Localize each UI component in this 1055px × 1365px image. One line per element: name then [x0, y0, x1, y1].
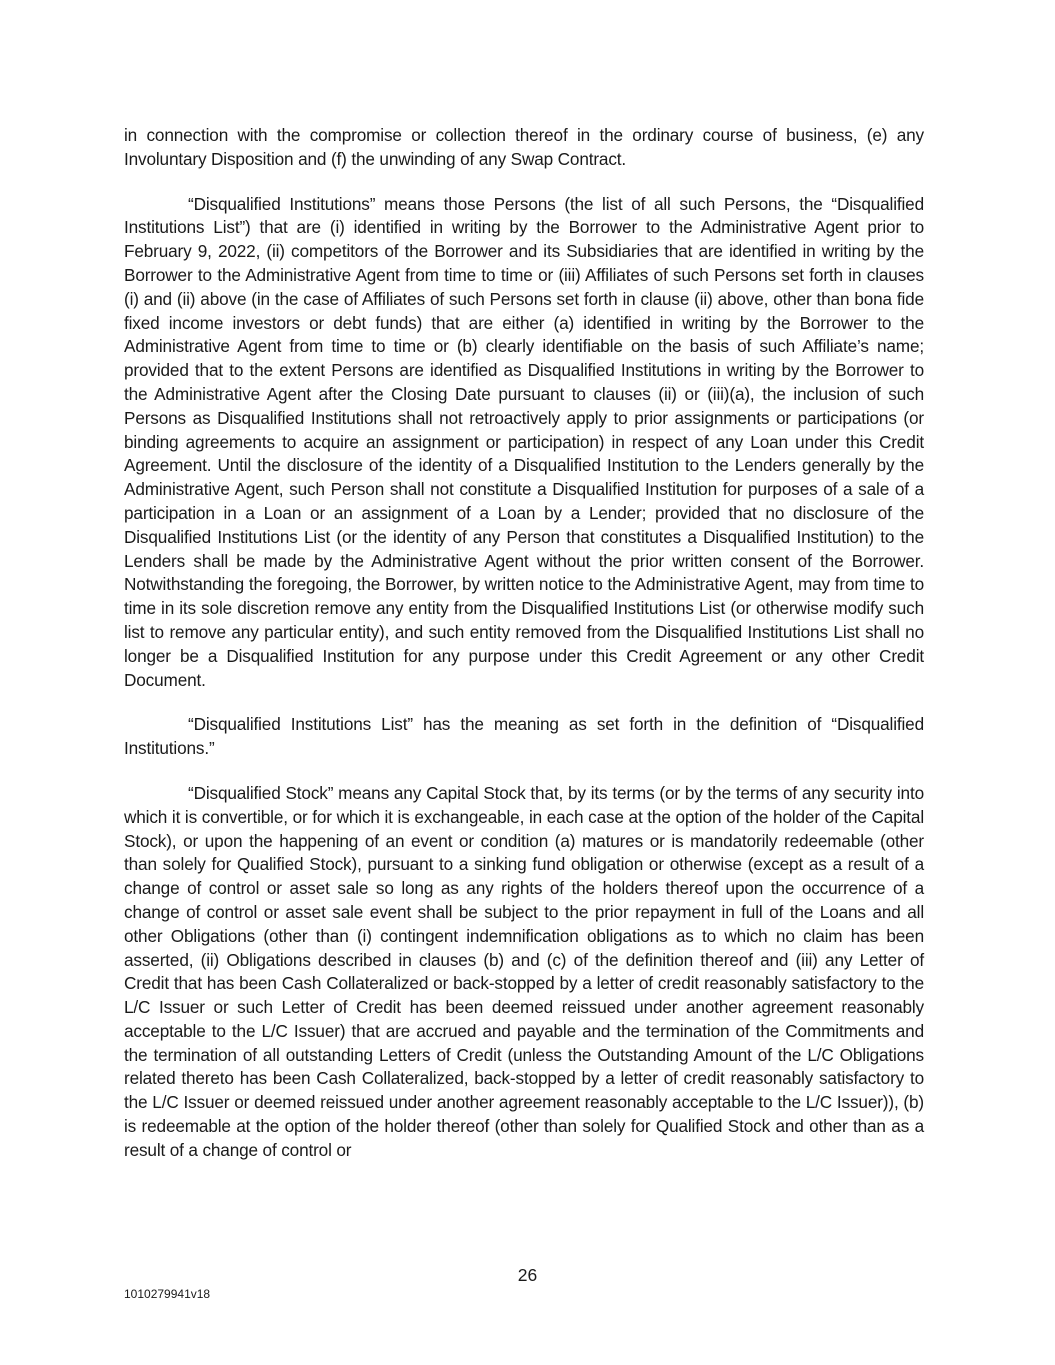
page-number: 26	[517, 1265, 538, 1285]
document-body	[124, 124, 924, 1184]
document-id: 1010279941v18	[124, 1287, 211, 1301]
paragraph-disqualified-institutions: “Disqualified Institutions” means those Persons (the list of all such Persons, the “Disqualified Institutions List”) that are (i) identified in writing by the Borrower to the Administrative Agent prior to February 9, 2022, (ii) competitors of the Borrower and its Subsidiaries that are identified in writing by the Borrower to the Administrative Agent from time to time or (iii) Affiliates of such Persons set forth in clauses (i) and (ii) above (in the case of Affiliates of such Persons set forth in clause (ii) above, other than bona fide fixed income investors or debt funds) that are either (a) identified in writing by the Borrower to the Administrative Agent from time to time or (b) clearly identifiable on the basis of such Affiliate’s name; provided that to the extent Persons are identified as Disqualified Institutions in writing by the Borrower to the Administrative Agent after the Closing Date pursuant to clauses (ii) or (iii)(a), the inclusion of such Persons as Disqualified Institutions shall not retroactively apply to prior assignments or participations (or binding agreements to acquire an assignment or participation) in respect of any Loan under this Credit Agreement. Until the disclosure of the identity of a Disqualified Institution to the Lenders generally by the Administrative Agent, such Person shall not constitute a Disqualified Institution for purposes of a sale of a participation in a Loan or an assignment of a Loan by a Lender; provided that no disclosure of the Disqualified Institutions List (or the identity of any Person that constitutes a Disqualified Institution) to the Lenders shall be made by the Administrative Agent without the prior written consent of the Borrower. Notwithstanding the foregoing, the Borrower, by written notice to the Administrative Agent, may from time to time in its sole discretion remove any entity from the Disqualified Institutions List (or otherwise modify such list to remove any particular entity), and such entity removed from the Disqualified Institutions List shall no longer be a Disqualified Institution for any purpose under this Credit Agreement or any other Credit Document.	[124, 193, 924, 690]
paragraph-disqualified-stock: “Disqualified Stock” means any Capital Stock that, by its terms (or by the terms of any security into which it is convertible, or for which it is exchangeable, in each case at the option of the holder of the Capital Stock), or upon the happening of an event or condition (a) matures or is mandatorily redeemable (other than solely for Qualified Stock), pursuant to a sinking fund obligation or otherwise (except as a result of a change of control or asset sale so long as any rights of the holders thereof upon the occurrence of a change of control or asset sale event shall be subject to the prior repayment in full of the Loans and all other Obligations (other than (i) contingent indemnification obligations as to which no claim has been asserted, (ii) Obligations described in clauses (b) and (c) of the definition thereof and (iii) any Letter of Credit that has been Cash Collateralized or back-stopped by a letter of credit reasonably satisfactory to the L/C Issuer or such Letter of Credit has been deemed reissued under another agreement reasonably acceptable to the L/C Issuer) that are accrued and payable and the termination of the Commitments and the termination of all outstanding Letters of Credit (unless the Outstanding Amount of the L/C Obligations related thereto has been Cash Collateralized, back-stopped by a letter of credit reasonably satisfactory to the L/C Issuer or deemed reissued under another agreement reasonably acceptable to the L/C Issuer)), (b) is redeemable at the option of the holder thereof (other than solely for Qualified Stock and other than as a result of a change of control or	[124, 782, 924, 1160]
paragraph-disqualified-institutions-list: “Disqualified Institutions List” has the meaning as set forth in the definition of “Disqualified Institutions.”	[124, 714, 924, 759]
paragraph-continuation: in connection with the compromise or collection thereof in the ordinary course of business, (e) any Involuntary Disposition and (f) the unwinding of any Swap Contract.	[124, 125, 924, 169]
